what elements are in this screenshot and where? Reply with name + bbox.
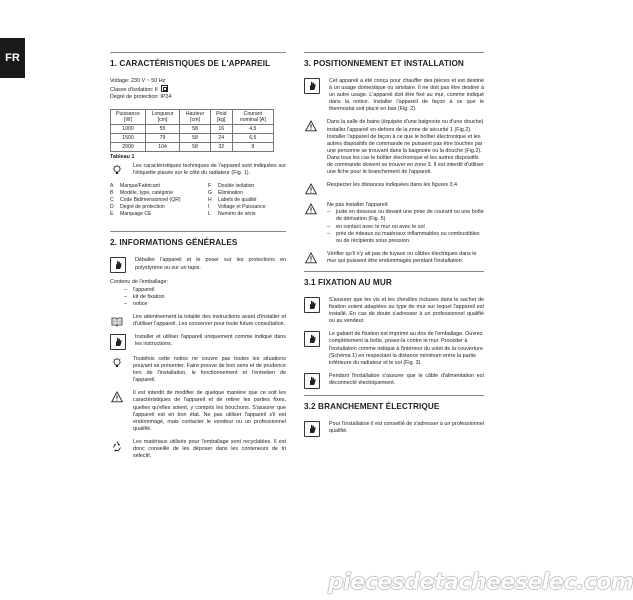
forbidden-row [110,390,286,433]
table-header: Poid [kg] [210,110,232,125]
table-cell: 6,5 [232,134,273,143]
branch-row [304,421,484,437]
table-cell: 24 [210,134,232,143]
divider [304,271,484,272]
table-cell: 1500 [111,134,146,143]
legend-value: Code Bidimensionnel (QR) [120,197,181,204]
section-title-characteristics: 1. CARACTÉRISTIQUES DE L'APPAREIL [110,59,271,68]
double-square-icon [161,85,168,92]
voltage-text: Voltage: 230 V ~ 50 Hz [110,78,166,84]
legend-value: Marque/Fabricant [120,183,160,190]
legend-value: Marquage CE [120,210,152,217]
read-row [110,314,286,328]
legend-value: Numéro de série [218,210,256,217]
lightbulb-icon [110,163,124,177]
hand-icon [110,334,126,350]
section-title-electrical: 3.2 BRANCHEMENT ÉLECTRIQUE [304,401,440,411]
table-cell: 58 [180,134,211,143]
divider [304,52,484,53]
unpack-row [110,257,286,273]
template-text: Le gabarit de fixation est imprimé au dos de l'emballage. Ouvrez complètement la boîte, posez-la contre le mur. Procéder à l'installation comme indiqué à l'intérieur du volet de la couverture (Schéma 1) en respectant la distance minimum entre la partie inférieure du radiateur et le sol (Fig. 3). [329,331,483,366]
situations-text: Toutefois cette notice ne couvre pas toutes les situations pouvant se présenter. Faire preuve de bon sens et de prudence lors de l'installation, le fonctionnement et l'entretien de l'appareil. [133,356,286,384]
screws-row [304,297,484,325]
legend-value: Modèle, type, catégorie [120,190,173,197]
list-item: – l'appareil [124,287,286,294]
insulation-label: Classe d'isolation: II [110,87,158,94]
forbidden-text: Il est interdit de modifier de quelque manière que ce soit les caractéristiques de l'appareil et de retirer les parties fixes, quelles qu'elles soient, y compris les bouchons. S'assurer que l'appareil est en bon état. Ne pas utiliser l'appareil s'il est endommagé, mais contacter le vendeur ou un professionnel qualifié. [133,390,286,432]
list-item: – kit de fixation [124,294,286,301]
table-header: Courant nominal [A] [232,110,273,125]
table-cell: 55 [145,125,179,134]
tip-row [110,163,286,177]
legend-key: D [110,203,114,210]
situations-row [110,356,286,384]
designed-text: Cet appareil a été conçu pour chauffer des pièces et est destiné à un usage domestique ou similaire. Il ne doit pas être destiné à un autre usage. L'appareil doit être fixé au mur, comme indiqué dans la notice. Installer l'appareil de façon à ce que le thermostat soit placé en bas (Fig. 2). [329,78,484,113]
warning-icon [304,251,318,265]
legend-value: Labels de qualité [218,197,257,204]
bathroom-text: Dans la salle de bains (équipée d'une baignoire ou d'une douche) installer l'appareil en-dehors de la zone de sécurité 1 (Fig.2). Installer l'appareil de façon à ce que le boîtier électronique et les autres dispositifs de commande ne puissent pas être touchés par une personne se trouvant dans la baignoire ou la douche (Fig.2). Dans tous les cas le boîtier électronique et les autres dispositifs de commande doivent se trouver en zone 3. Il est interdit d'utiliser une fiche pour le branchement de l'appareil. [327,119,484,176]
right-column [304,52,484,443]
recycle-row [110,439,286,460]
tip-text: Les caractéristiques techniques de l'appareil sont indiquées sur l'étiquette placée sur le côté du radiateur (Fig. 1). [133,163,286,177]
lightbulb-icon [110,356,124,370]
disconnected-text: Pendant l'installation s'assurer que le câble d'alimentation est déconnecté électriquement. [329,372,484,386]
pipes-text: Vérifier qu'il n'y ait pas de tuyaux ou câbles électriques dans le mur qui puissent être endommagés pendant l'installation. [327,250,477,264]
hand-icon [304,297,320,313]
section-title-general-info: 2. INFORMATIONS GÉNÉRALES [110,238,238,248]
table-header-row [111,110,274,125]
table-cell: 32 [210,143,232,152]
pipes-row [304,251,484,265]
distances-text: Respecter les distances indiquées dans les figures 3,4. [327,182,459,189]
divider [110,52,286,53]
legend-key: C [110,197,114,204]
hand-icon [110,257,126,273]
hand-icon [304,373,320,389]
table-cell: 9 [232,143,273,152]
table-cell: 79 [145,134,179,143]
legend-key: L [208,210,211,217]
not-install-row [304,202,484,245]
list-item: – près de rideaux ou matériaux inflammables ou combustibles ou de récipients sous pression. [327,231,484,245]
language-tab [0,38,25,78]
table-caption: Tableau 1 [110,154,135,161]
table-row [111,134,274,143]
bathroom-row [304,119,484,176]
table-row [111,125,274,134]
table-header: Longueur [cm] [145,110,179,125]
table-cell: 2000 [111,143,146,152]
table-cell: 16 [210,125,232,134]
legend-value: Degré de protection [120,203,165,210]
install-row [110,334,286,350]
legend-key: F [208,183,212,190]
label-legend [110,183,286,217]
template-row [304,331,484,366]
book-icon [110,314,124,328]
not-install-label: Ne pas installer l'appareil: [327,202,389,209]
legend-key: B [110,190,114,197]
divider [110,231,286,232]
language-label: FR [5,52,20,64]
legend-value: Voltage et Puissance [218,203,266,210]
table-header: Hauteur [cm] [180,110,211,125]
table-cell: 58 [180,125,211,134]
insulation-text [110,85,286,94]
legend-key: I [208,203,210,210]
warning-icon [304,202,318,216]
divider [304,395,484,396]
hand-icon [304,331,320,347]
contents-list [124,287,286,308]
table-cell: 4,5 [232,125,273,134]
table-cell: 1000 [111,125,146,134]
hand-icon [304,421,320,437]
designed-row [304,78,484,113]
table-row [111,143,274,152]
distances-row [304,182,484,196]
warning-icon [110,390,124,404]
legend-value: Double isolation [218,183,255,190]
contents-label: Contenu de l'emballage: [110,279,168,286]
legend-value: Elimination [218,190,243,197]
table-cell: 104 [145,143,179,152]
not-install-list [327,209,484,244]
table-cell: 58 [180,143,211,152]
left-column [110,52,286,466]
unpack-text: Déballer l'appareil et le poser sur les protections en polystyrène ou sur un tapis. [135,257,286,271]
section-title-wall-mounting: 3.1 FIXATION AU MUR [304,277,392,287]
hand-icon [304,78,320,94]
legend-key: E [110,210,114,217]
legend-key: G [208,190,212,197]
warning-icon [304,182,318,196]
table-header: Puissance [W] [111,110,146,125]
legend-key: H [208,197,212,204]
list-item: – en contact avec le mur ou avec le sol [327,224,484,231]
section-title-positioning: 3. POSITIONNEMENT ET INSTALLATION [304,59,464,68]
list-item: – notice [124,301,286,308]
disconnected-row [304,373,484,389]
not-install-block [327,202,484,245]
legend-key: A [110,183,114,190]
recycle-text: Les matériaux utilisés pour l'emballage sont recyclables. Il est donc conseillé de les déposer dans les conteneurs de tri sélectif. [133,438,286,460]
list-item: – juste en dessous ou devant une prise de courant ou une boîte de dérivation (Fig. 5) [327,209,484,223]
protection-text: Degré de protection: IP24 [110,94,172,101]
recycle-icon [110,439,124,453]
screws-text: S'assurer que les vis et les chevilles incluses dans le sachet de fixation soient adaptées au type de mur sur lequel l'appareil est installé. En cas de doute s'adresser à un professionnel qualifié ou au vendeur. [329,296,484,325]
install-text: Installer et utiliser l'appareil uniquement comme indiqué dans les instructions. [135,334,286,348]
branch-text: Pour l'installation il est conseillé de s'adresser à un professionnel qualifié. [329,420,484,434]
specs-table [110,109,274,152]
watermark: piecesdetacheeselec.com [328,570,633,595]
warning-icon [304,119,318,133]
read-text: Lire attentivement la totalité des instructions avant d'installer et d'utiliser l'appareil. Les conserver pour toute future consultation. [133,313,286,327]
